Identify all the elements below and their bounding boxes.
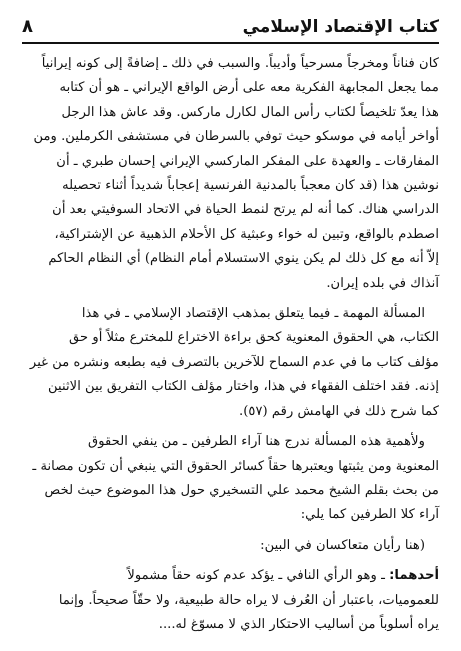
running-header (22, 10, 439, 40)
first-view-text: ـ وهو الرأي النافي ـ يؤكد عدم كونه حقاً مشمولاً للعموميات، باعتبار أن العُرف لا يراه حالة طبيعية، ولا حقّاً صحيحاً. وإنما يراه أسلوباً من أساليب الاحتكار الذي لا مسوّغ له.... (58, 568, 439, 632)
paragraph-intellectual-rights: المسألة المهمة ـ فيما يتعلق بمذهب الإقتصاد الإسلامي ـ في هذا الكتاب، هي الحقوق المعنوية كحق براءة الاختراع للمخترع مثلاً أو حق مؤلف كتاب ما في عدم السماح للآخرين بالتصرف فيه بطبعه ونشره من غير إذنه. فقد اختلف الفقهاء في هذا، واختار مؤلف الكتاب التفريق بين الاثنين كما شرح ذلك في الهامش رقم (٥٧). (29, 306, 439, 419)
paragraph-two-views-intro: ولأهمية هذه المسألة ندرج هنا آراء الطرفين ـ من ينفي الحقوق المعنوية ومن يثبتها ويعتبرها حقاً كسائر الحقوق التي ينبغي أن تكون مصانة ـ من بحث بقلم الشيخ محمد علي التسخيري حول هذا الموضوع حيث لخص آراء كلا الطرفين كما يلي: (32, 434, 439, 523)
paragraph-nooshin: كان فناناً ومخرجاً مسرحياً وأديباً. والسبب في ذلك ـ إضافةً إلى كونه إيرانياً مما يجعل المجابهة الفكرية معه على أرض الواقع الإيراني ـ هو أن كتابه هذا يعدّ تلخيصاً لكتاب رأس المال لكارل ماركس. وقد عاش هذا الرجل أواخر أيامه في موسكو حيث توفي بالسرطان في مستشفى الكرملين. ومن المفارقات ـ والعهدة على المفكر الماركسي الإيراني إحسان طبري ـ أن نوشين هذا (قد كان معجباً بالمدنية الفرنسية إعجاباً شديداً أثناء تحصيله الدراسي هناك. كما أنه لم يرتح لنمط الحياة في الاتحاد السوفيتي بعد أن اصطدم بالواقع، وتبين له خواء وعبثية كل الأحلام الذهبية عن الإشتراكية، إلاّ أنه مع كل ذلك لم يكن ينوي الاستسلام أمام النظام) أي النظام الحاكم آنذاك في بلده إيران. (33, 56, 439, 291)
page-number: ٨ (22, 16, 33, 37)
paragraph-two-views-heading: (هنا رأيان متعاكسان في البين: (260, 537, 425, 553)
body-text (24, 52, 439, 643)
paragraph-first-view (24, 564, 439, 637)
header-divider (22, 42, 439, 44)
first-view-lead: أحدهما: (389, 568, 439, 584)
header-book-title: كتاب الإقتصاد الإسلامي (242, 17, 439, 37)
